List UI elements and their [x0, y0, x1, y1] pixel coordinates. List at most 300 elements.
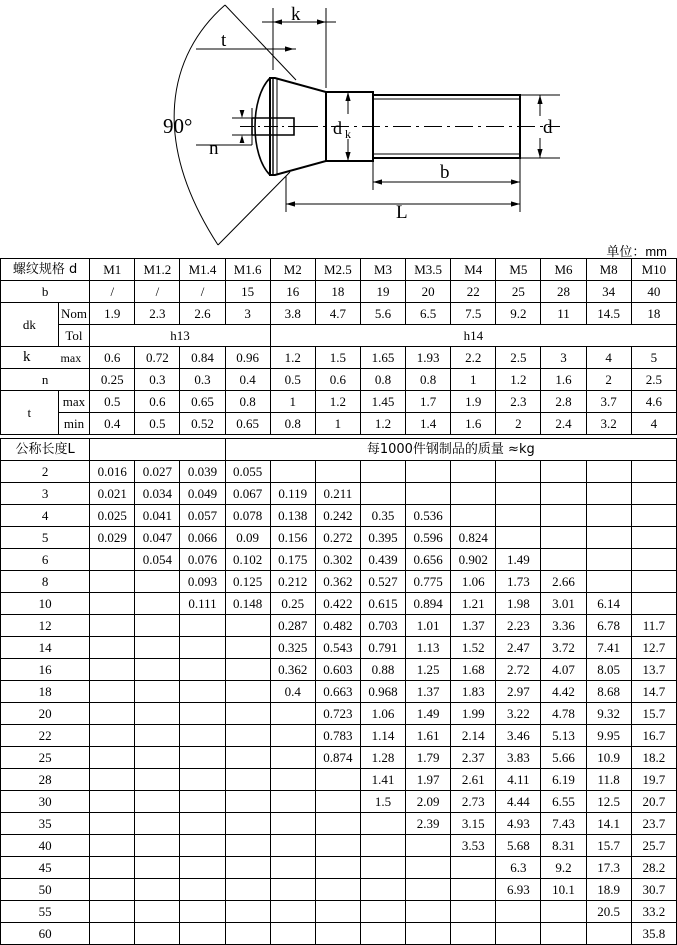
n-value-cell: 1.2 [496, 369, 541, 391]
mass-cell: 0.703 [360, 615, 405, 637]
b-value-cell: 20 [406, 281, 451, 303]
dk-nom-cell: 6.5 [406, 303, 451, 325]
thread-size-cell: M3 [360, 259, 405, 281]
mass-cell: 1.52 [451, 637, 496, 659]
row-t-min [1, 413, 677, 435]
length-cell: 30 [1, 791, 90, 813]
mass-cell: 3.36 [541, 615, 586, 637]
d-label: d [543, 117, 553, 138]
n-value-cell: 1 [451, 369, 496, 391]
mass-cell: 6.78 [586, 615, 631, 637]
mass-cell: 1.5 [360, 791, 405, 813]
mass-cell: 1.99 [451, 703, 496, 725]
mass-cell: 1.01 [406, 615, 451, 637]
mass-row [1, 879, 677, 901]
mass-cell: 2.72 [496, 659, 541, 681]
mass-cell: 1.21 [451, 593, 496, 615]
row-t-max [1, 391, 677, 413]
mass-cell: 0.874 [315, 747, 360, 769]
t-min-cell: 0.4 [90, 413, 135, 435]
mass-cell: 0.968 [360, 681, 405, 703]
mass-cell: 1.49 [406, 703, 451, 725]
mass-cell [270, 461, 315, 483]
mass-cell: 0.362 [315, 571, 360, 593]
mass-row [1, 615, 677, 637]
mass-cell [541, 461, 586, 483]
mass-cell: 2.66 [541, 571, 586, 593]
length-cell: 14 [1, 637, 90, 659]
mass-cell: 0.362 [270, 659, 315, 681]
mass-cell [406, 461, 451, 483]
mass-cell: 10.9 [586, 747, 631, 769]
mass-cell: 0.016 [90, 461, 135, 483]
dk-nom-label: Nom [58, 303, 90, 325]
mass-cell: 1.06 [451, 571, 496, 593]
mass-cell [315, 835, 360, 857]
mass-header-cell: 每1000件钢制品的质量 ≈kg [225, 439, 676, 461]
mass-cell [90, 571, 135, 593]
mass-cell [225, 791, 270, 813]
mass-cell: 0.536 [406, 505, 451, 527]
mass-cell [315, 923, 360, 945]
thread-size-cell: M2.5 [315, 259, 360, 281]
length-cell: 20 [1, 703, 90, 725]
mass-cell [360, 901, 405, 923]
mass-cell: 2.23 [496, 615, 541, 637]
mass-cell [406, 879, 451, 901]
mass-cell: 0.663 [315, 681, 360, 703]
mass-row [1, 901, 677, 923]
mass-cell: 13.7 [631, 659, 676, 681]
t-max-cell: 4.6 [631, 391, 676, 413]
mass-cell: 5.68 [496, 835, 541, 857]
mass-cell: 0.596 [406, 527, 451, 549]
mass-cell: 8.05 [586, 659, 631, 681]
n-value-cell: 0.6 [315, 369, 360, 391]
unit-note: 单位：mm [606, 244, 667, 259]
mass-cell: 25.7 [631, 835, 676, 857]
mass-cell [225, 901, 270, 923]
t-min-cell: 0.8 [270, 413, 315, 435]
mass-cell [451, 923, 496, 945]
mass-cell: 0.027 [135, 461, 180, 483]
mass-cell [225, 813, 270, 835]
k-max-cell: 0.6 [90, 347, 135, 369]
length-cell: 18 [1, 681, 90, 703]
length-cell: 45 [1, 857, 90, 879]
length-cell: 5 [1, 527, 90, 549]
mass-cell: 6.14 [586, 593, 631, 615]
mass-cell [180, 659, 225, 681]
mass-cell [586, 483, 631, 505]
mass-cell: 1.14 [360, 725, 405, 747]
mass-row [1, 505, 677, 527]
mass-cell: 0.076 [180, 549, 225, 571]
k-max-cell: 0.72 [135, 347, 180, 369]
mass-cell: 7.41 [586, 637, 631, 659]
mass-cell [496, 923, 541, 945]
mass-cell [406, 835, 451, 857]
mass-cell [225, 725, 270, 747]
t-min-cell: 1 [315, 413, 360, 435]
mass-row [1, 769, 677, 791]
mass-cell: 4.11 [496, 769, 541, 791]
mass-cell: 2.09 [406, 791, 451, 813]
mass-cell: 9.2 [541, 857, 586, 879]
b-arrow-right [511, 179, 520, 184]
mass-cell [360, 835, 405, 857]
mass-cell [496, 527, 541, 549]
mass-cell: 0.029 [90, 527, 135, 549]
b-value-cell: 16 [270, 281, 315, 303]
mass-cell [135, 835, 180, 857]
mass-cell: 0.049 [180, 483, 225, 505]
mass-cell [451, 461, 496, 483]
mass-cell [90, 637, 135, 659]
mass-cell [586, 527, 631, 549]
mass-cell [586, 461, 631, 483]
length-cell: 35 [1, 813, 90, 835]
mass-table-wrap [0, 438, 677, 945]
b-value-cell: 18 [315, 281, 360, 303]
length-cell: 6 [1, 549, 90, 571]
mass-cell: 1.06 [360, 703, 405, 725]
mass-cell [541, 527, 586, 549]
mass-cell: 0.615 [360, 593, 405, 615]
mass-cell [90, 901, 135, 923]
mass-cell: 0.775 [406, 571, 451, 593]
mass-cell [541, 549, 586, 571]
length-cell: 40 [1, 835, 90, 857]
mass-cell: 0.09 [225, 527, 270, 549]
dk-nom-cell: 1.9 [90, 303, 135, 325]
mass-cell: 0.395 [360, 527, 405, 549]
dk-nom-cell: 5.6 [360, 303, 405, 325]
mass-cell [406, 901, 451, 923]
mass-cell [360, 483, 405, 505]
mass-cell [631, 483, 676, 505]
mass-cell: 35.8 [631, 923, 676, 945]
mass-cell [451, 901, 496, 923]
t-arrow [285, 46, 294, 51]
mass-cell [135, 593, 180, 615]
mass-cell: 6.19 [541, 769, 586, 791]
mass-header-row [1, 439, 677, 461]
mass-cell [135, 769, 180, 791]
t-min-cell: 2.4 [541, 413, 586, 435]
mass-cell [90, 615, 135, 637]
dk-tol-label: Tol [58, 325, 90, 347]
mass-cell: 0.302 [315, 549, 360, 571]
mass-cell: 1.25 [406, 659, 451, 681]
mass-cell [541, 505, 586, 527]
dk-label-cell: dk [1, 303, 59, 347]
mass-cell [541, 923, 586, 945]
mass-cell [180, 879, 225, 901]
mass-cell [451, 857, 496, 879]
mass-cell [586, 923, 631, 945]
k-label: k [291, 4, 301, 25]
mass-cell: 0.824 [451, 527, 496, 549]
mass-cell: 0.175 [270, 549, 315, 571]
b-label-cell: b [1, 281, 90, 303]
mass-cell [180, 769, 225, 791]
mass-cell: 2.37 [451, 747, 496, 769]
length-cell: 25 [1, 747, 90, 769]
mass-cell [90, 835, 135, 857]
mass-cell: 9.32 [586, 703, 631, 725]
mass-cell: 1.41 [360, 769, 405, 791]
mass-cell [90, 879, 135, 901]
mass-cell [225, 681, 270, 703]
mass-row [1, 725, 677, 747]
mass-cell [451, 505, 496, 527]
mass-cell: 23.7 [631, 813, 676, 835]
length-cell: 3 [1, 483, 90, 505]
mass-cell [135, 857, 180, 879]
n-arrow-up [240, 110, 245, 118]
thread-size-cell: M8 [586, 259, 631, 281]
angle-label: 90° [163, 114, 193, 138]
t-min-cell: 1.2 [360, 413, 405, 435]
mass-cell: 2.14 [451, 725, 496, 747]
mass-cell: 3.01 [541, 593, 586, 615]
k-max-cell: 1.93 [406, 347, 451, 369]
mass-cell [135, 615, 180, 637]
mass-row [1, 483, 677, 505]
t-min-cell: 1.6 [451, 413, 496, 435]
mass-cell: 11.8 [586, 769, 631, 791]
mass-cell [135, 813, 180, 835]
dk-nom-cell: 18 [631, 303, 676, 325]
mass-cell [180, 703, 225, 725]
t-max-cell: 1.2 [315, 391, 360, 413]
mass-cell: 1.37 [451, 615, 496, 637]
mass-cell: 2.97 [496, 681, 541, 703]
mass-cell [90, 857, 135, 879]
mass-cell [270, 901, 315, 923]
t-min-cell: 2 [496, 413, 541, 435]
mass-cell: 0.125 [225, 571, 270, 593]
row-b [1, 281, 677, 303]
mass-row [1, 747, 677, 769]
mass-cell [90, 659, 135, 681]
b-value-cell: 28 [541, 281, 586, 303]
dk-nom-cell: 7.5 [451, 303, 496, 325]
mass-cell [225, 659, 270, 681]
mass-cell: 14.7 [631, 681, 676, 703]
t-max-cell: 1.7 [406, 391, 451, 413]
mass-cell: 4.07 [541, 659, 586, 681]
spec-table [0, 258, 677, 435]
mass-cell [135, 703, 180, 725]
mass-cell [180, 725, 225, 747]
mass-cell [90, 923, 135, 945]
mass-cell: 0.439 [360, 549, 405, 571]
mass-cell: 1.97 [406, 769, 451, 791]
dk-arrow-top [345, 92, 350, 101]
mass-cell: 6.93 [496, 879, 541, 901]
thread-size-cell: M2 [270, 259, 315, 281]
mass-cell: 0.603 [315, 659, 360, 681]
mass-cell: 0.287 [270, 615, 315, 637]
mass-cell: 0.25 [270, 593, 315, 615]
mass-cell [270, 835, 315, 857]
mass-cell [225, 637, 270, 659]
dk-tol-h13: h13 [90, 325, 271, 347]
mass-cell: 3.22 [496, 703, 541, 725]
length-cell: 12 [1, 615, 90, 637]
mass-cell: 12.5 [586, 791, 631, 813]
mass-cell [180, 637, 225, 659]
mass-cell: 0.025 [90, 505, 135, 527]
mass-cell [135, 747, 180, 769]
t-min-cell: 3.2 [586, 413, 631, 435]
mass-cell: 1.28 [360, 747, 405, 769]
mass-cell: 1.79 [406, 747, 451, 769]
mass-cell: 3.72 [541, 637, 586, 659]
mass-cell [586, 505, 631, 527]
thread-size-cell: M5 [496, 259, 541, 281]
mass-cell: 0.212 [270, 571, 315, 593]
mass-cell: 30.7 [631, 879, 676, 901]
mass-cell [496, 461, 541, 483]
mass-cell [406, 483, 451, 505]
mass-cell [270, 813, 315, 835]
mass-cell [451, 483, 496, 505]
t-max-cell: 3.7 [586, 391, 631, 413]
mass-cell [360, 857, 405, 879]
dk-label: d [333, 118, 342, 138]
thread-size-cell: M1 [90, 259, 135, 281]
thread-size-cell: M4 [451, 259, 496, 281]
mass-cell [270, 923, 315, 945]
mass-cell [360, 461, 405, 483]
length-cell: 2 [1, 461, 90, 483]
mass-cell [270, 769, 315, 791]
b-value-cell: 25 [496, 281, 541, 303]
length-cell: 10 [1, 593, 90, 615]
k-max-cell: 0.84 [180, 347, 225, 369]
mass-cell [225, 857, 270, 879]
mass-cell: 1.13 [406, 637, 451, 659]
k-max-cell: 1.65 [360, 347, 405, 369]
mass-cell: 6.55 [541, 791, 586, 813]
mass-cell: 0.242 [315, 505, 360, 527]
mass-cell: 2.47 [496, 637, 541, 659]
mass-cell [270, 857, 315, 879]
mass-cell [315, 791, 360, 813]
mass-row [1, 703, 677, 725]
mass-cell [225, 703, 270, 725]
k-label-cell [1, 347, 90, 369]
mass-row [1, 549, 677, 571]
mass-cell: 0.138 [270, 505, 315, 527]
k-max-sublabel: max [60, 351, 82, 365]
mass-cell: 1.61 [406, 725, 451, 747]
dk-nom-cell: 9.2 [496, 303, 541, 325]
mass-cell: 0.894 [406, 593, 451, 615]
mass-cell: 1.68 [451, 659, 496, 681]
mass-cell: 0.148 [225, 593, 270, 615]
mass-cell [270, 879, 315, 901]
mass-cell: 20.5 [586, 901, 631, 923]
k-max-cell: 3 [541, 347, 586, 369]
thread-size-cell: M1.6 [225, 259, 270, 281]
mass-cell: 0.055 [225, 461, 270, 483]
mass-cell: 0.35 [360, 505, 405, 527]
mass-cell: 2.39 [406, 813, 451, 835]
mass-cell: 0.902 [451, 549, 496, 571]
mass-cell [90, 703, 135, 725]
mass-cell: 3.83 [496, 747, 541, 769]
t-min-label: min [58, 413, 90, 435]
k-letter: k [23, 349, 31, 365]
mass-cell: 0.057 [180, 505, 225, 527]
t-max-cell: 0.6 [135, 391, 180, 413]
mass-cell [180, 835, 225, 857]
k-max-cell: 5 [631, 347, 676, 369]
dk-nom-cell: 2.3 [135, 303, 180, 325]
length-header-cell: 公称长度L [1, 439, 90, 461]
t-max-cell: 1.9 [451, 391, 496, 413]
mass-cell [315, 813, 360, 835]
mass-cell: 18.2 [631, 747, 676, 769]
mass-cell: 0.119 [270, 483, 315, 505]
k-max-cell: 4 [586, 347, 631, 369]
mass-cell: 0.067 [225, 483, 270, 505]
mass-cell: 5.66 [541, 747, 586, 769]
angle-leader-top [225, 5, 296, 80]
mass-cell: 4.93 [496, 813, 541, 835]
d-arrow-bottom [537, 149, 542, 158]
b-value-cell: / [135, 281, 180, 303]
row-k-max [1, 347, 677, 369]
b-value-cell: 40 [631, 281, 676, 303]
length-cell: 50 [1, 879, 90, 901]
mass-cell [135, 725, 180, 747]
mass-cell: 10.1 [541, 879, 586, 901]
mass-cell: 0.791 [360, 637, 405, 659]
mass-cell: 0.078 [225, 505, 270, 527]
mass-cell [90, 549, 135, 571]
dk-nom-cell: 4.7 [315, 303, 360, 325]
mass-cell [315, 901, 360, 923]
mass-row [1, 813, 677, 835]
mass-cell [180, 615, 225, 637]
mass-cell: 7.43 [541, 813, 586, 835]
mass-cell: 3.46 [496, 725, 541, 747]
mass-cell: 0.482 [315, 615, 360, 637]
mass-cell: 4.44 [496, 791, 541, 813]
t-label: t [221, 30, 227, 51]
mass-cell: 4.78 [541, 703, 586, 725]
t-max-cell: 0.5 [90, 391, 135, 413]
mass-cell: 0.039 [180, 461, 225, 483]
mass-row [1, 923, 677, 945]
mass-cell [360, 923, 405, 945]
length-cell: 8 [1, 571, 90, 593]
n-value-cell: 0.25 [90, 369, 135, 391]
mass-cell [270, 725, 315, 747]
n-value-cell: 0.4 [225, 369, 270, 391]
mass-cell: 12.7 [631, 637, 676, 659]
mass-cell [586, 549, 631, 571]
mass-cell [135, 791, 180, 813]
n-value-cell: 1.6 [541, 369, 586, 391]
mass-cell [631, 571, 676, 593]
mass-row [1, 571, 677, 593]
